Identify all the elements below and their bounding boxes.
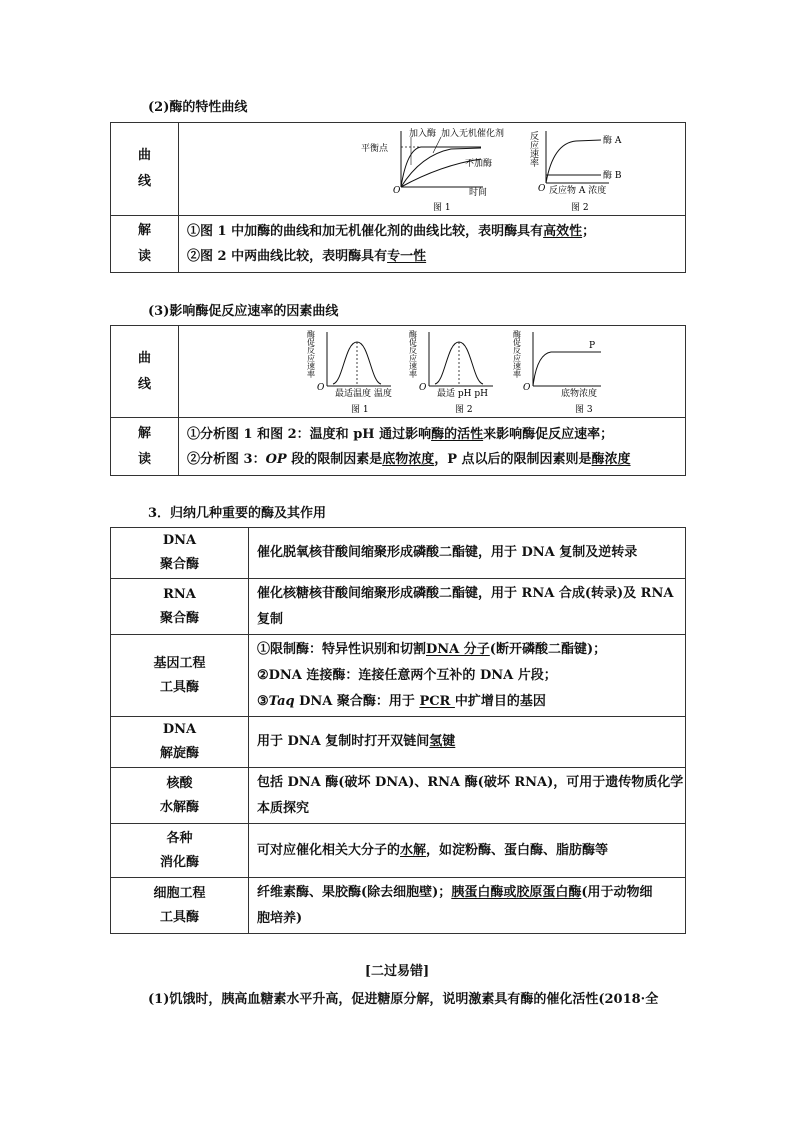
row-label-interpret — [111, 216, 179, 273]
fig1-xaxis-label: 时间 — [469, 188, 488, 198]
interpretation-text — [179, 418, 686, 476]
label-char: 解 — [137, 425, 151, 441]
label-char: 线 — [137, 376, 151, 392]
enzyme-name: 各种 消化酶 — [111, 824, 249, 878]
label-char: 曲 — [137, 350, 151, 366]
underlined-answer: 酶的活性 — [431, 426, 484, 442]
table-row — [111, 824, 686, 878]
enzyme-description: 包括 DNA 酶(破坏 DNA)、RNA 酶(破坏 RNA)，可用于遗传物质化学 本质探究 — [249, 768, 686, 824]
fig3-caption: 图 3 — [575, 405, 593, 414]
enzyme-description: 催化核糖核苷酸间缩聚形成磷酸二酯键，用于 RNA 合成(转录)及 RNA 复制 — [249, 579, 686, 635]
enzyme-name: 基因工程 工具酶 — [111, 635, 249, 717]
enzyme-name: 核酸 水解酶 — [111, 768, 249, 824]
table-row — [111, 768, 686, 824]
label-char: 读 — [137, 451, 151, 467]
fig1-label-no-enzyme: 不加酶 — [465, 159, 493, 169]
fig1-xaxis-label: 最适温度 温度 — [335, 389, 392, 399]
enzyme-description: 纤维素酶、果胶酶(除去细胞壁)；胰蛋白酶或胶原蛋白酶(用于动物细 胞培养) — [249, 878, 686, 934]
fig2-yaxis-label: 酶促反应速率 — [408, 330, 418, 378]
fig1-caption: 图 1 — [433, 203, 451, 213]
enzyme-functions-table — [110, 527, 686, 934]
fig1-origin: O — [317, 383, 325, 393]
section-heading-rate-factors: (3)影响酶促反应速率的因素曲线 — [148, 304, 339, 319]
curve-figures-cell — [179, 123, 686, 216]
fig2-origin: O — [419, 383, 427, 393]
enzyme-description: 用于 DNA 复制时打开双链间氢键 — [249, 717, 686, 768]
enzyme-name: RNA 聚合酶 — [111, 579, 249, 635]
label-char: 读 — [137, 249, 151, 264]
fig2-caption: 图 2 — [571, 203, 589, 213]
row-label-curve — [111, 123, 179, 216]
fig1-yaxis-label: 酶促反应速率 — [306, 330, 316, 378]
table-row — [111, 717, 686, 768]
fig1-caption: 图 1 — [351, 405, 369, 414]
section-heading-enzymes: 3．归纳几种重要的酶及其作用 — [148, 506, 327, 521]
table-row — [111, 579, 686, 635]
table-row — [111, 635, 686, 717]
row-label-curve — [111, 326, 179, 418]
rate-factors-table — [110, 325, 686, 476]
enzyme-curve-figures — [301, 125, 671, 213]
section-heading-common-errors: [二过易错] — [364, 964, 430, 979]
underlined-answer: PCR — [419, 693, 455, 709]
underlined-answer: 专一性 — [387, 249, 427, 264]
enzyme-description: ①限制酶：特异性识别和切割DNA 分子(断开磷酸二酯键)； ②DNA 连接酶：连接任意两个互补的 DNA 片段； ③Taq DNA 聚合酶：用于 PCR 中扩增目的基因 — [249, 635, 686, 717]
fig1-label-add-inorganic: 加入无机催化剂 — [441, 129, 505, 139]
fig1-label-add-enzyme: 加入酶 — [409, 129, 437, 139]
interpretation-line-1: ①分析图 1 和图 2：温度和 pH 通过影响酶的活性来影响酶促反应速率； — [187, 426, 614, 442]
enzyme-description: 催化脱氧核苷酸间缩聚形成磷酸二酯键，用于 DNA 复制及逆转录 — [249, 528, 686, 579]
enzyme-name: DNA 聚合酶 — [111, 528, 249, 579]
underlined-answer: 高效性 — [543, 224, 583, 239]
underlined-answer: 氢键 — [429, 734, 456, 749]
underlined-answer: DNA 分子 — [426, 641, 490, 657]
fig2-origin: O — [538, 184, 546, 194]
fig1-origin: O — [393, 186, 401, 196]
fig2-yaxis-label: 反应速率 — [528, 131, 538, 167]
table-row — [111, 528, 686, 579]
fig2-label-enzyme-a: 酶 A — [603, 136, 622, 146]
section-heading-enzyme-curves: (2)酶的特性曲线 — [148, 100, 248, 115]
fig2-xaxis-label: 最适 pH pH — [437, 389, 488, 399]
fig2-label-enzyme-b: 酶 B — [603, 171, 622, 181]
fig1-label-equilibrium: 平衡点 — [361, 144, 389, 154]
label-char: 解 — [137, 223, 151, 238]
curve-figures-cell — [179, 326, 686, 418]
fig2-caption: 图 2 — [455, 405, 473, 414]
underlined-answer: 底物浓度 — [382, 451, 435, 467]
underlined-answer: 水解 — [400, 842, 427, 858]
table-row — [111, 878, 686, 934]
fig3-origin: O — [523, 383, 531, 393]
enzyme-name: DNA 解旋酶 — [111, 717, 249, 768]
enzyme-name: 细胞工程 工具酶 — [111, 878, 249, 934]
underlined-answer: 胰蛋白酶或胶原蛋白酶 — [451, 884, 582, 900]
fig3-point-p: P — [589, 341, 596, 351]
error-item-1: (1)饥饿时，胰高血糖素水平升高，促进糖原分解，说明激素具有酶的催化活性(2018·全 — [148, 992, 659, 1007]
fig3-yaxis-label: 酶促反应速率 — [512, 330, 522, 378]
underlined-answer: 酶浓度 — [591, 451, 631, 467]
fig2-xaxis-label: 反应物 A 浓度 — [549, 186, 607, 196]
enzyme-properties-table — [110, 122, 686, 273]
row-label-interpret — [111, 418, 179, 476]
rate-curve-figures — [299, 328, 679, 414]
label-char: 曲 — [137, 148, 151, 163]
interpretation-line-2: ②图 2 中两曲线比较，表明酶具有专一性 — [187, 249, 427, 264]
fig3-xaxis-label: 底物浓度 — [561, 389, 598, 399]
interpretation-line-1: ①图 1 中加酶的曲线和加无机催化剂的曲线比较，表明酶具有高效性； — [187, 224, 596, 239]
interpretation-line-2: ②分析图 3：OP 段的限制因素是底物浓度，P 点以后的限制因素则是酶浓度 — [187, 451, 631, 467]
interpretation-text — [179, 216, 686, 273]
label-char: 线 — [137, 174, 151, 189]
enzyme-description: 可对应催化相关大分子的水解，如淀粉酶、蛋白酶、脂肪酶等 — [249, 824, 686, 878]
